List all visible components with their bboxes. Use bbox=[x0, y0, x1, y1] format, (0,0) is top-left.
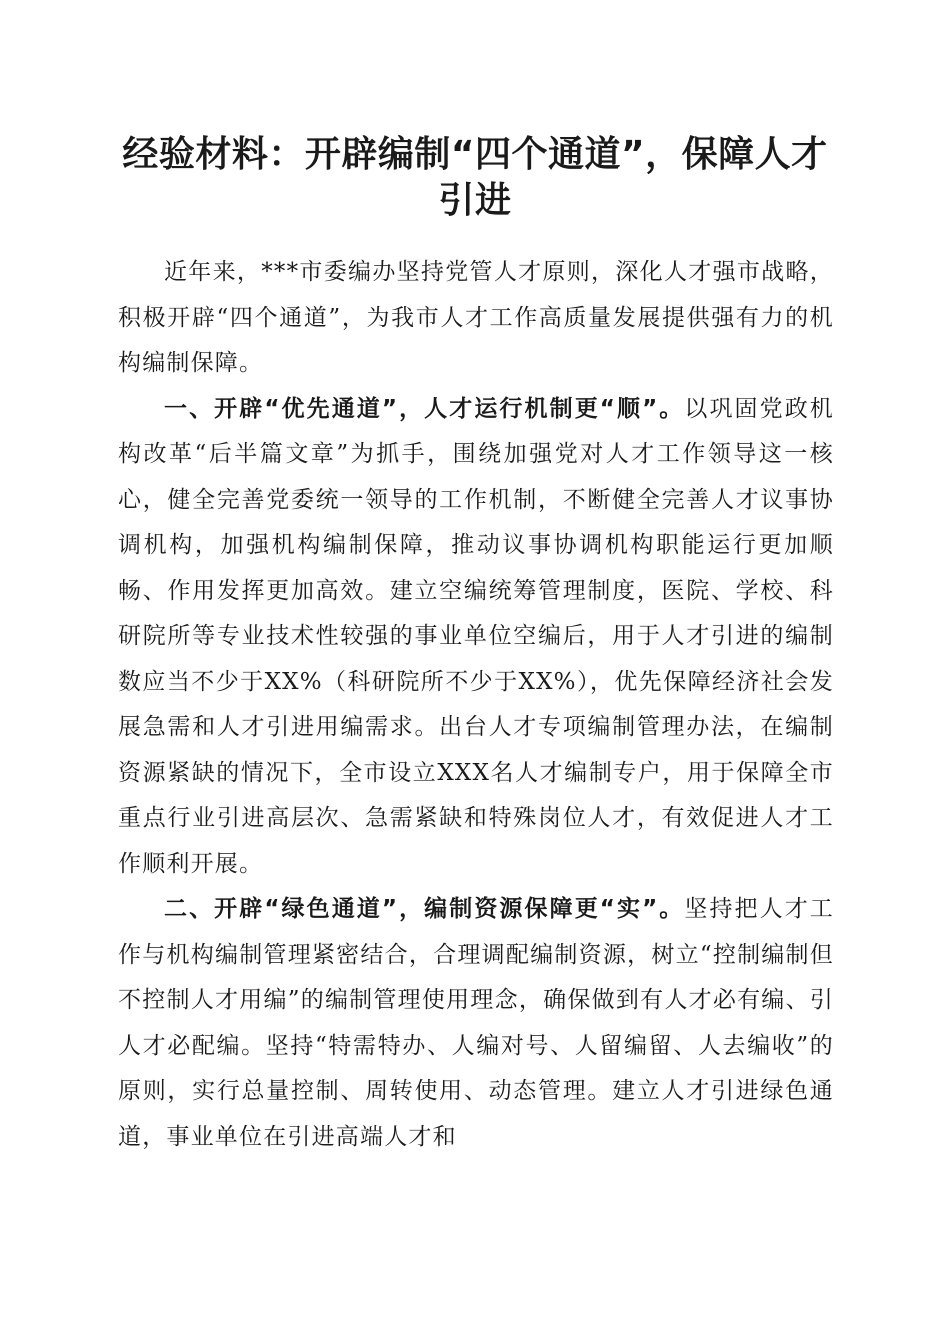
section-one-heading: 一、开辟“优先通道”，人才运行机制更“顺”。 bbox=[164, 395, 685, 422]
intro-paragraph-text: 近年来，***市委编办坚持党管人才原则，深化人才强市战略，积极开辟“四个通道”，为我市人才工作高质量发展提供强有力的机构编制保障。 bbox=[118, 259, 834, 376]
section-two-text: 坚持把人才工作与机构编制管理紧密结合，合理调配编制资源，树立“控制编制但不控制人才用编”的编制管理使用理念，确保做到有人才必有编、引人才必配编。坚持“特需特办、人编对号、人留编留、人去编收”的原则，实行总量控制、周转使用、动态管理。建立人才引进绿色通道，事业单位在引进高端人才和 bbox=[118, 896, 834, 1150]
document-title: 经验材料：开辟编制“四个通道”，保障人才引进 bbox=[122, 134, 828, 221]
section-one-text: 以巩固党政机构改革“后半篇文章”为抓手，围绕加强党对人才工作领导这一核心，健全完善党委统一领导的工作机制，不断健全完善人才议事协调机构，加强机构编制保障，推动议事协调机构职能运行更加顺畅、作用发挥更加高效。建立空编统筹管理制度，医院、学校、科研院所等专业技术性较强的事业单位空编后，用于人才引进的编制数应当不少于XX%（科研院所不少于XX%），优先保障经济社会发展急需和人才引进用编需求。出台人才专项编制管理办法，在编制资源紧缺的情况下，全市设立XXX名人才编制专户，用于保障全市重点行业引进高层次、急需紧缺和特殊岗位人才，有效促进人才工作顺利开展。 bbox=[118, 395, 834, 877]
intro-paragraph bbox=[118, 250, 834, 387]
document-body bbox=[118, 250, 834, 1160]
section-two-paragraph bbox=[118, 887, 834, 1160]
section-one-paragraph bbox=[118, 387, 834, 888]
section-two-heading: 二、开辟“绿色通道”，编制资源保障更“实”。 bbox=[164, 896, 685, 922]
